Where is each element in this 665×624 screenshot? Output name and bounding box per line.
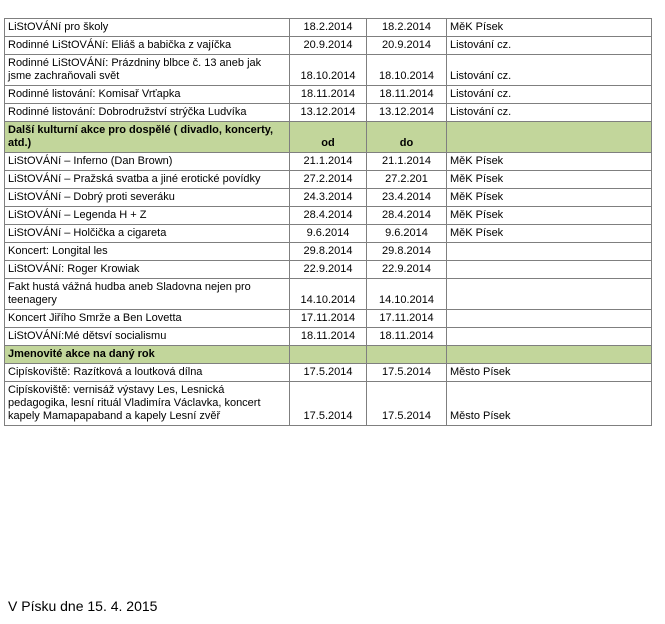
organizer-cell: MěK Písek xyxy=(447,19,652,37)
organizer-cell xyxy=(447,243,652,261)
table-row xyxy=(5,37,652,55)
table-row xyxy=(5,19,652,37)
event-name-cell: LiStOVÁNí – Legenda H + Z xyxy=(5,207,290,225)
organizer-cell: Listování cz. xyxy=(447,86,652,104)
event-name-cell: LiStOVÁNí – Holčička a cigareta xyxy=(5,225,290,243)
events-table-body xyxy=(5,19,652,426)
date-from-cell: 13.12.2014 xyxy=(290,104,367,122)
event-name-cell: Koncert Jiřího Smrže a Ben Lovetta xyxy=(5,310,290,328)
event-name-cell: Rodinné LiStOVÁNí: Prázdniny blbce č. 13 aneb jak jsme zachraňovali svět xyxy=(5,55,290,86)
date-from-cell: 20.9.2014 xyxy=(290,37,367,55)
organizer-cell: Listování cz. xyxy=(447,104,652,122)
section-header-row xyxy=(5,122,652,153)
table-row xyxy=(5,189,652,207)
date-to-cell: 17.5.2014 xyxy=(367,382,447,426)
organizer-cell: Listování cz. xyxy=(447,37,652,55)
table-row xyxy=(5,328,652,346)
organizer-cell: Listování cz. xyxy=(447,55,652,86)
table-row xyxy=(5,279,652,310)
organizer-cell xyxy=(447,328,652,346)
table-row xyxy=(5,382,652,426)
date-to-cell: 17.11.2014 xyxy=(367,310,447,328)
organizer-cell xyxy=(447,279,652,310)
date-to-cell: 28.4.2014 xyxy=(367,207,447,225)
date-from-cell: 18.10.2014 xyxy=(290,55,367,86)
event-name-cell: LiStOVÁNí – Inferno (Dan Brown) xyxy=(5,153,290,171)
table-row xyxy=(5,364,652,382)
organizer-cell: MěK Písek xyxy=(447,189,652,207)
table-row xyxy=(5,104,652,122)
date-from-cell: 9.6.2014 xyxy=(290,225,367,243)
date-from-cell: 28.4.2014 xyxy=(290,207,367,225)
organizer-cell: Město Písek xyxy=(447,364,652,382)
date-from-cell: 17.5.2014 xyxy=(290,364,367,382)
date-to-cell: 20.9.2014 xyxy=(367,37,447,55)
event-name-cell: Rodinné listování: Komisař Vrťapka xyxy=(5,86,290,104)
date-from-cell: 27.2.2014 xyxy=(290,171,367,189)
date-to-cell: 9.6.2014 xyxy=(367,225,447,243)
organizer-cell: MěK Písek xyxy=(447,153,652,171)
date-from-cell: 17.5.2014 xyxy=(290,382,367,426)
organizer-cell: MěK Písek xyxy=(447,225,652,243)
event-name-cell: Koncert: Longital les xyxy=(5,243,290,261)
table-row xyxy=(5,207,652,225)
date-to-cell: 22.9.2014 xyxy=(367,261,447,279)
section-header-row xyxy=(5,346,652,364)
table-row xyxy=(5,171,652,189)
date-from-cell xyxy=(290,346,367,364)
table-row xyxy=(5,86,652,104)
table-row xyxy=(5,310,652,328)
organizer-cell xyxy=(447,261,652,279)
date-to-cell: 18.2.2014 xyxy=(367,19,447,37)
footer-date-line: V Písku dne 15. 4. 2015 xyxy=(8,598,158,614)
date-to-cell: 18.10.2014 xyxy=(367,55,447,86)
organizer-cell: Město Písek xyxy=(447,382,652,426)
event-name-cell: Cipískoviště: Razítková a loutková dílna xyxy=(5,364,290,382)
date-from-cell: 18.11.2014 xyxy=(290,86,367,104)
event-name-cell: Fakt hustá vážná hudba aneb Sladovna nejen pro teenagery xyxy=(5,279,290,310)
date-from-cell: 18.2.2014 xyxy=(290,19,367,37)
table-row xyxy=(5,225,652,243)
date-from-cell: 21.1.2014 xyxy=(290,153,367,171)
date-to-cell: 13.12.2014 xyxy=(367,104,447,122)
date-to-cell: 18.11.2014 xyxy=(367,328,447,346)
table-row xyxy=(5,261,652,279)
event-name-cell: Rodinné listování: Dobrodružství strýčka Ludvíka xyxy=(5,104,290,122)
event-name-cell: Cipískoviště: vernisáž výstavy Les, Lesnická pedagogika, lesní rituál Vladimíra Václavka, koncert kapely Mamapapaband a kapely Lesní zvěř xyxy=(5,382,290,426)
date-to-cell: do xyxy=(367,122,447,153)
date-to-cell: 18.11.2014 xyxy=(367,86,447,104)
event-name-cell: Další kulturní akce pro dospělé ( divadlo, koncerty, atd.) xyxy=(5,122,290,153)
date-to-cell: 21.1.2014 xyxy=(367,153,447,171)
date-to-cell: 14.10.2014 xyxy=(367,279,447,310)
date-from-cell: 17.11.2014 xyxy=(290,310,367,328)
date-to-cell: 17.5.2014 xyxy=(367,364,447,382)
event-name-cell: LiStOVÁNí – Dobrý proti severáku xyxy=(5,189,290,207)
event-name-cell: LiStOVÁNí pro školy xyxy=(5,19,290,37)
date-to-cell: 29.8.2014 xyxy=(367,243,447,261)
date-from-cell: 24.3.2014 xyxy=(290,189,367,207)
table-row xyxy=(5,243,652,261)
table-row xyxy=(5,55,652,86)
event-name-cell: LiStOVÁNí – Pražská svatba a jiné erotické povídky xyxy=(5,171,290,189)
date-from-cell: od xyxy=(290,122,367,153)
date-to-cell xyxy=(367,346,447,364)
date-to-cell: 23.4.2014 xyxy=(367,189,447,207)
organizer-cell xyxy=(447,122,652,153)
event-name-cell: LiStOVÁNí:Mé dětsví socialismu xyxy=(5,328,290,346)
date-from-cell: 18.11.2014 xyxy=(290,328,367,346)
date-from-cell: 22.9.2014 xyxy=(290,261,367,279)
table-row xyxy=(5,153,652,171)
events-table xyxy=(4,18,652,426)
event-name-cell: Jmenovité akce na daný rok xyxy=(5,346,290,364)
event-name-cell: Rodinné LiStOVÁNí: Eliáš a babička z vajíčka xyxy=(5,37,290,55)
organizer-cell: MěK Písek xyxy=(447,207,652,225)
event-name-cell: LiStOVÁNí: Roger Krowiak xyxy=(5,261,290,279)
organizer-cell xyxy=(447,310,652,328)
organizer-cell xyxy=(447,346,652,364)
date-from-cell: 14.10.2014 xyxy=(290,279,367,310)
date-to-cell: 27.2.201 xyxy=(367,171,447,189)
organizer-cell: MěK Písek xyxy=(447,171,652,189)
date-from-cell: 29.8.2014 xyxy=(290,243,367,261)
